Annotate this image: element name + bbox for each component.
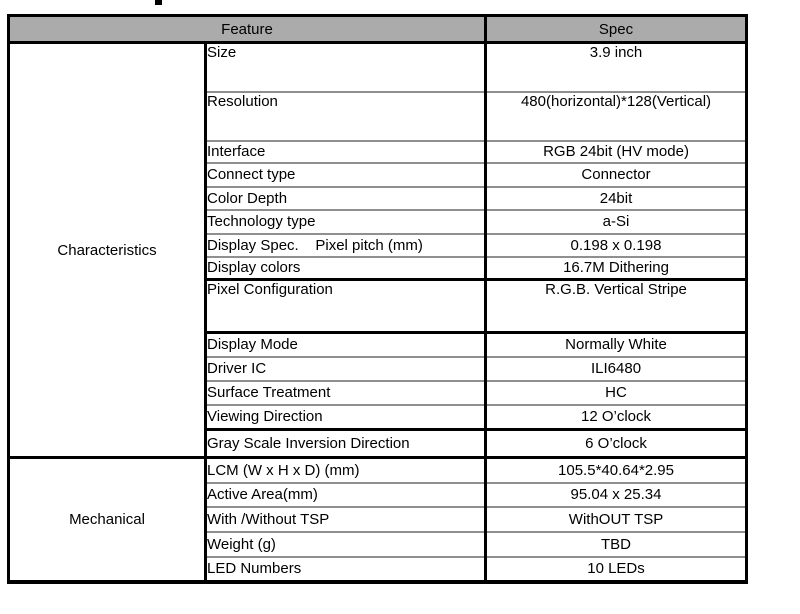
spec-cell: 0.198 x 0.198 [486, 234, 747, 257]
spec-cell: 24bit [486, 187, 747, 210]
spec-cell: 6 O’clock [486, 430, 747, 458]
column-header-feature: Feature [9, 16, 486, 43]
group-cell-mechanical: Mechanical [9, 458, 206, 582]
spec-cell: WithOUT TSP [486, 507, 747, 532]
column-header-spec: Spec [486, 16, 747, 43]
feature-cell: Driver IC [206, 357, 486, 381]
feature-cell: Size [207, 44, 237, 61]
spec-row [9, 43, 747, 92]
spec-row [9, 458, 747, 483]
feature-cell: Surface Treatment [206, 381, 486, 405]
feature-cell: Resolution [206, 92, 486, 141]
spec-cell: 480(horizontal)*128(Vertical) [486, 92, 747, 141]
feature-cell: Display Spec. Pixel pitch (mm) [206, 234, 486, 257]
spec-cell: TBD [486, 532, 747, 557]
spec-cell: RGB 24bit (HV mode) [486, 141, 747, 163]
feature-cell: Color Depth [206, 187, 486, 210]
feature-cell: With /Without TSP [206, 507, 486, 532]
spec-cell: 3.9 inch [486, 43, 747, 92]
header-row [9, 16, 747, 43]
feature-cell: LED Numbers [206, 557, 486, 582]
feature-cell: Active Area(mm) [206, 483, 486, 507]
feature-cell: Display Mode [206, 333, 486, 357]
feature-cell: Interface [206, 141, 486, 163]
spec-cell: Normally White [486, 333, 747, 357]
feature-cell: LCM (W x H x D) (mm) [206, 458, 486, 483]
spec-cell: 105.5*40.64*2.95 [486, 458, 747, 483]
feature-cell: Technology type [206, 210, 486, 234]
spec-cell: HC [486, 381, 747, 405]
spec-cell: Connector [486, 163, 747, 187]
spec-cell: 12 O’clock [486, 405, 747, 430]
spec-cell: ILI6480 [486, 357, 747, 381]
spec-cell: R.G.B. Vertical Stripe [486, 280, 747, 333]
feature-cell: Weight (g) [206, 532, 486, 557]
spec-cell: 95.04 x 25.34 [486, 483, 747, 507]
feature-cell: Viewing Direction [206, 405, 486, 430]
spec-cell: a-Si [486, 210, 747, 234]
cropped-title-text-fragment [155, 0, 162, 5]
feature-cell: Connect type [206, 163, 486, 187]
feature-cell: Pixel Configuration [206, 280, 486, 333]
spec-cell: 10 LEDs [486, 557, 747, 582]
group-cell-characteristics: Characteristics [9, 43, 206, 458]
spec-cell: 16.7M Dithering [486, 257, 747, 280]
feature-cell: Display colors [206, 257, 486, 280]
spec-table [7, 14, 748, 584]
feature-cell: Gray Scale Inversion Direction [206, 430, 486, 458]
